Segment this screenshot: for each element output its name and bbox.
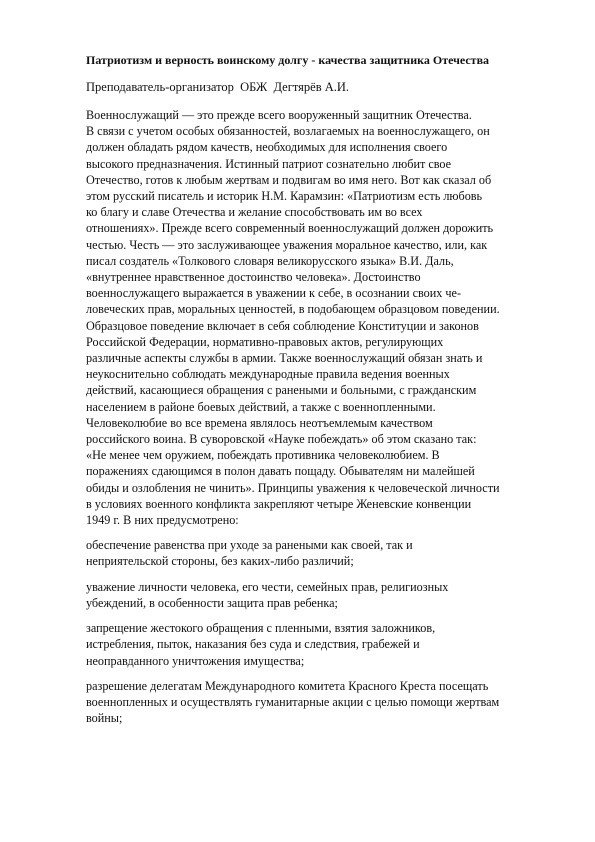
paragraph-line: неукоснительно соблюдать международные правила ведения военных <box>86 367 450 382</box>
list-item-line: убеждений, в особенности защита прав ребенка; <box>86 595 338 610</box>
paragraph-line: писал создатель «Толкового словаря великорусского языка» В.И. Даль, <box>86 253 454 268</box>
paragraph-line: Военнослужащий — это прежде всего вооруженный защитник Отечества. <box>86 108 472 122</box>
list-item-line: военнопленных и осуществлять гуманитарные акции с целью помощи жертвам <box>86 694 500 709</box>
paragraph-line: высокого предназначения. Истинный патриот сознательно любит свое <box>86 156 452 171</box>
paragraph-line: действий, касающиеся обращения с ранеными и больными, с гражданским <box>86 383 477 398</box>
paragraph-line: отношениях». Прежде всего современный военнослужащий должен дорожить <box>86 221 494 236</box>
list-item-line: неприятельской стороны, без каких-либо различий; <box>86 554 354 569</box>
list-item-line: войны; <box>86 711 123 726</box>
list-item-line: запрещение жестокого обращения с пленными, взятия заложников, <box>86 621 436 636</box>
paragraph-line: Человеколюбие во все времена являлось неотъемлемым качеством <box>86 415 433 430</box>
paragraph-line: В связи с учетом особых обязанностей, возлагаемых на военнослужащего, он <box>86 124 490 139</box>
provisions-list <box>86 537 558 726</box>
paragraph-line: ловеческих прав, моральных ценностей, в подобающем образцовом поведении. <box>86 302 500 317</box>
paragraph-line: в условиях военного конфликта закрепляют четыре Женевские конвенции <box>86 496 472 511</box>
paragraph-line: Российской Федерации, нормативно-правовых актов, регулирующих <box>86 334 444 349</box>
paragraph-line: Образцовое поведение включает в себя соблюдение Конституции и законов <box>86 318 479 333</box>
paragraph-line: «внутреннее нравственное достоинство человека». Достоинство <box>86 270 421 285</box>
paragraph-line: обиды и озлобления не чинить». Принципы уважения к человеческой личности <box>86 480 500 495</box>
list-item-line: истребления, пыток, наказания без суда и следствия, грабежей и <box>86 637 420 652</box>
list-item <box>86 678 558 727</box>
paragraph-line: должен обладать рядом качеств, необходимых для исполнения своего <box>86 140 448 155</box>
paragraph-line: Отечество, готов к любым жертвам и подвигам во имя него. Вот как сказал об <box>86 172 492 187</box>
paragraph-line: 1949 г. В них предусмотрено: <box>86 513 239 528</box>
list-item-line: обеспечение равенства при уходе за ранеными как своей, так и <box>86 538 413 553</box>
paragraph-line: военнослужащего выражается в уважении к себе, в осознании своих че- <box>86 286 462 301</box>
paragraph-line: «Не менее чем оружием, побеждать противника человеколюбием. В <box>86 448 440 463</box>
document-page <box>86 52 558 726</box>
paragraph-line: поражениях сдающимся в полон давать пощаду. Обывателям ни малейшей <box>86 464 475 479</box>
list-item <box>86 537 558 569</box>
paragraph-line: честью. Честь — это заслуживающее уважения моральное качество, или, как <box>86 237 488 252</box>
paragraph-line: ко благу и славе Отечества и желание способствовать им во всех <box>86 205 423 220</box>
list-item-line: разрешение делегатам Международного комитета Красного Креста посещать <box>86 678 489 693</box>
paragraph-line: населением в районе боевых действий, а также с военнопленными. <box>86 399 436 414</box>
document-title: Патриотизм и верность воинскому долгу - качества защитника Отечества <box>86 53 490 67</box>
list-item-line: неоправданного уничтожения имущества; <box>86 653 305 668</box>
main-paragraph <box>86 107 558 528</box>
paragraph-line: российского воина. В суворовской «Науке побеждать» об этом сказано так: <box>86 432 477 447</box>
paragraph-line: этом русский писатель и историк Н.М. Карамзин: «Патриотизм есть любовь <box>86 189 483 204</box>
list-item <box>86 579 558 611</box>
paragraph-line: различные аспекты службы в армии. Также военнослужащий обязан знать и <box>86 351 483 366</box>
document-author: Преподаватель-организатор ОБЖ Дегтярёв А.И. <box>86 80 350 94</box>
list-item <box>86 620 558 669</box>
list-item-line: уважение личности человека, его чести, семейных прав, религиозных <box>86 579 449 594</box>
